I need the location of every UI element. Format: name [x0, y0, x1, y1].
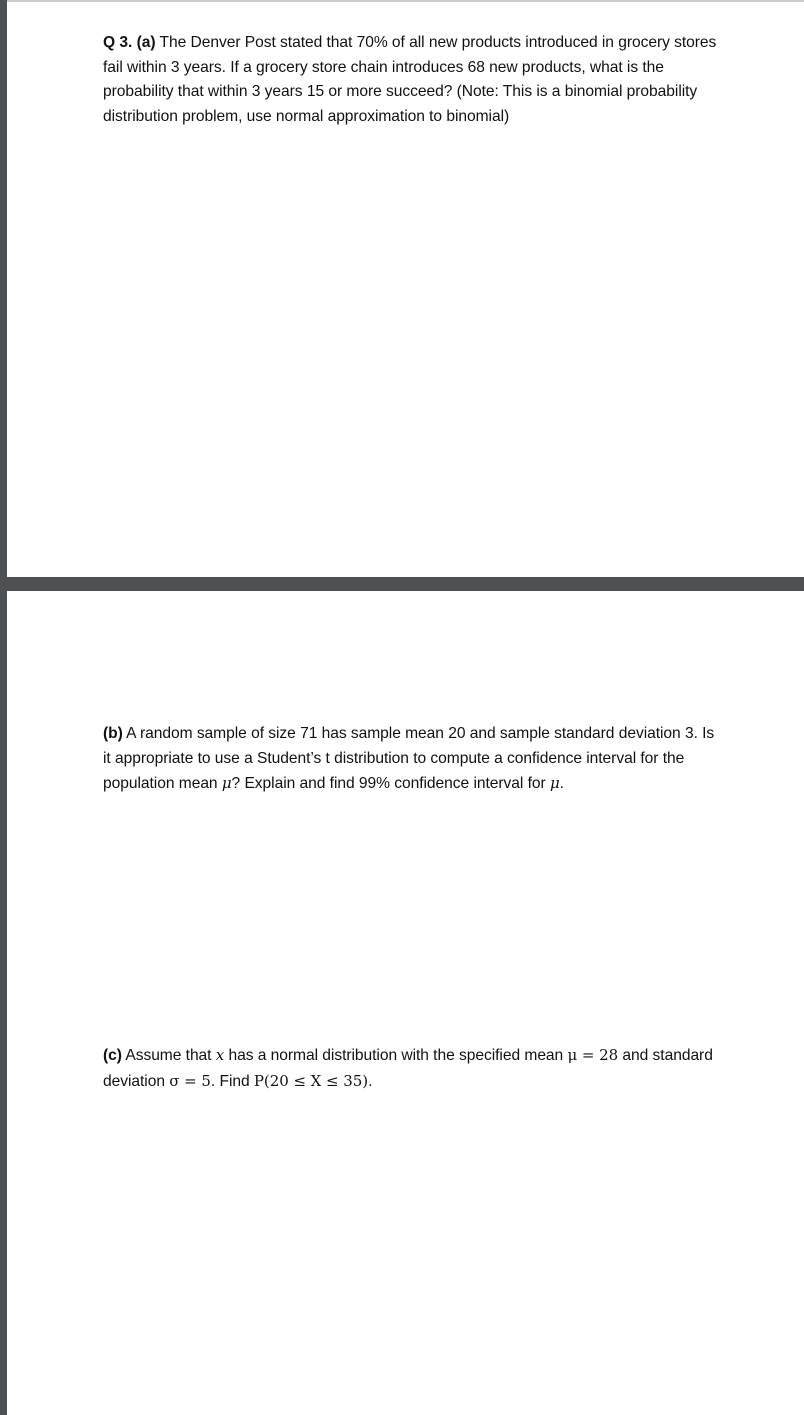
question-3c-text-3: and standard deviation — [103, 1047, 713, 1090]
part-a-label: (a) — [136, 34, 156, 51]
variable-x: x — [215, 1046, 225, 1064]
sd-expression: σ = 5 — [169, 1071, 211, 1090]
question-3a — [103, 31, 719, 129]
mean-expression: μ = 28 — [567, 1046, 619, 1064]
question-number: Q 3. — [103, 34, 133, 51]
question-3b — [103, 722, 719, 797]
document-page-1 — [7, 0, 804, 577]
question-3b-text-3: . — [559, 775, 564, 792]
question-3c-text-1: Assume that — [121, 1047, 216, 1064]
question-3c-text-2: has a normal distribution with the specified mean — [224, 1047, 568, 1064]
question-3c-text-5: . — [368, 1072, 373, 1090]
mu-symbol: μ — [221, 774, 232, 792]
question-3b-text-1: A random sample of size 71 has sample mean 20 and sample standard deviation 3. Is it appropriate to use a Student’s t distribution to compute a confidence interval for the population mean — [103, 725, 715, 792]
part-c-label: (c) — [103, 1047, 122, 1064]
question-3a-text: The Denver Post stated that 70% of all new products introduced in grocery stores fail within 3 years. If a grocery store chain introduces 68 new products, what is the probability that within 3 years 15 or more succeed? (Note: This is a binomial probability distribution problem, use normal approximation to binomial) — [103, 34, 717, 125]
document-page-2 — [7, 591, 804, 1415]
mu-symbol: μ — [549, 774, 560, 792]
part-b-label: (b) — [103, 725, 123, 742]
question-3c-text-4: . Find — [210, 1072, 254, 1090]
probability-expression: P(20 ≤ X ≤ 35) — [253, 1071, 369, 1090]
question-3b-text-2: ? Explain and find 99% confidence interval for — [231, 775, 550, 792]
question-3c — [103, 1043, 719, 1094]
